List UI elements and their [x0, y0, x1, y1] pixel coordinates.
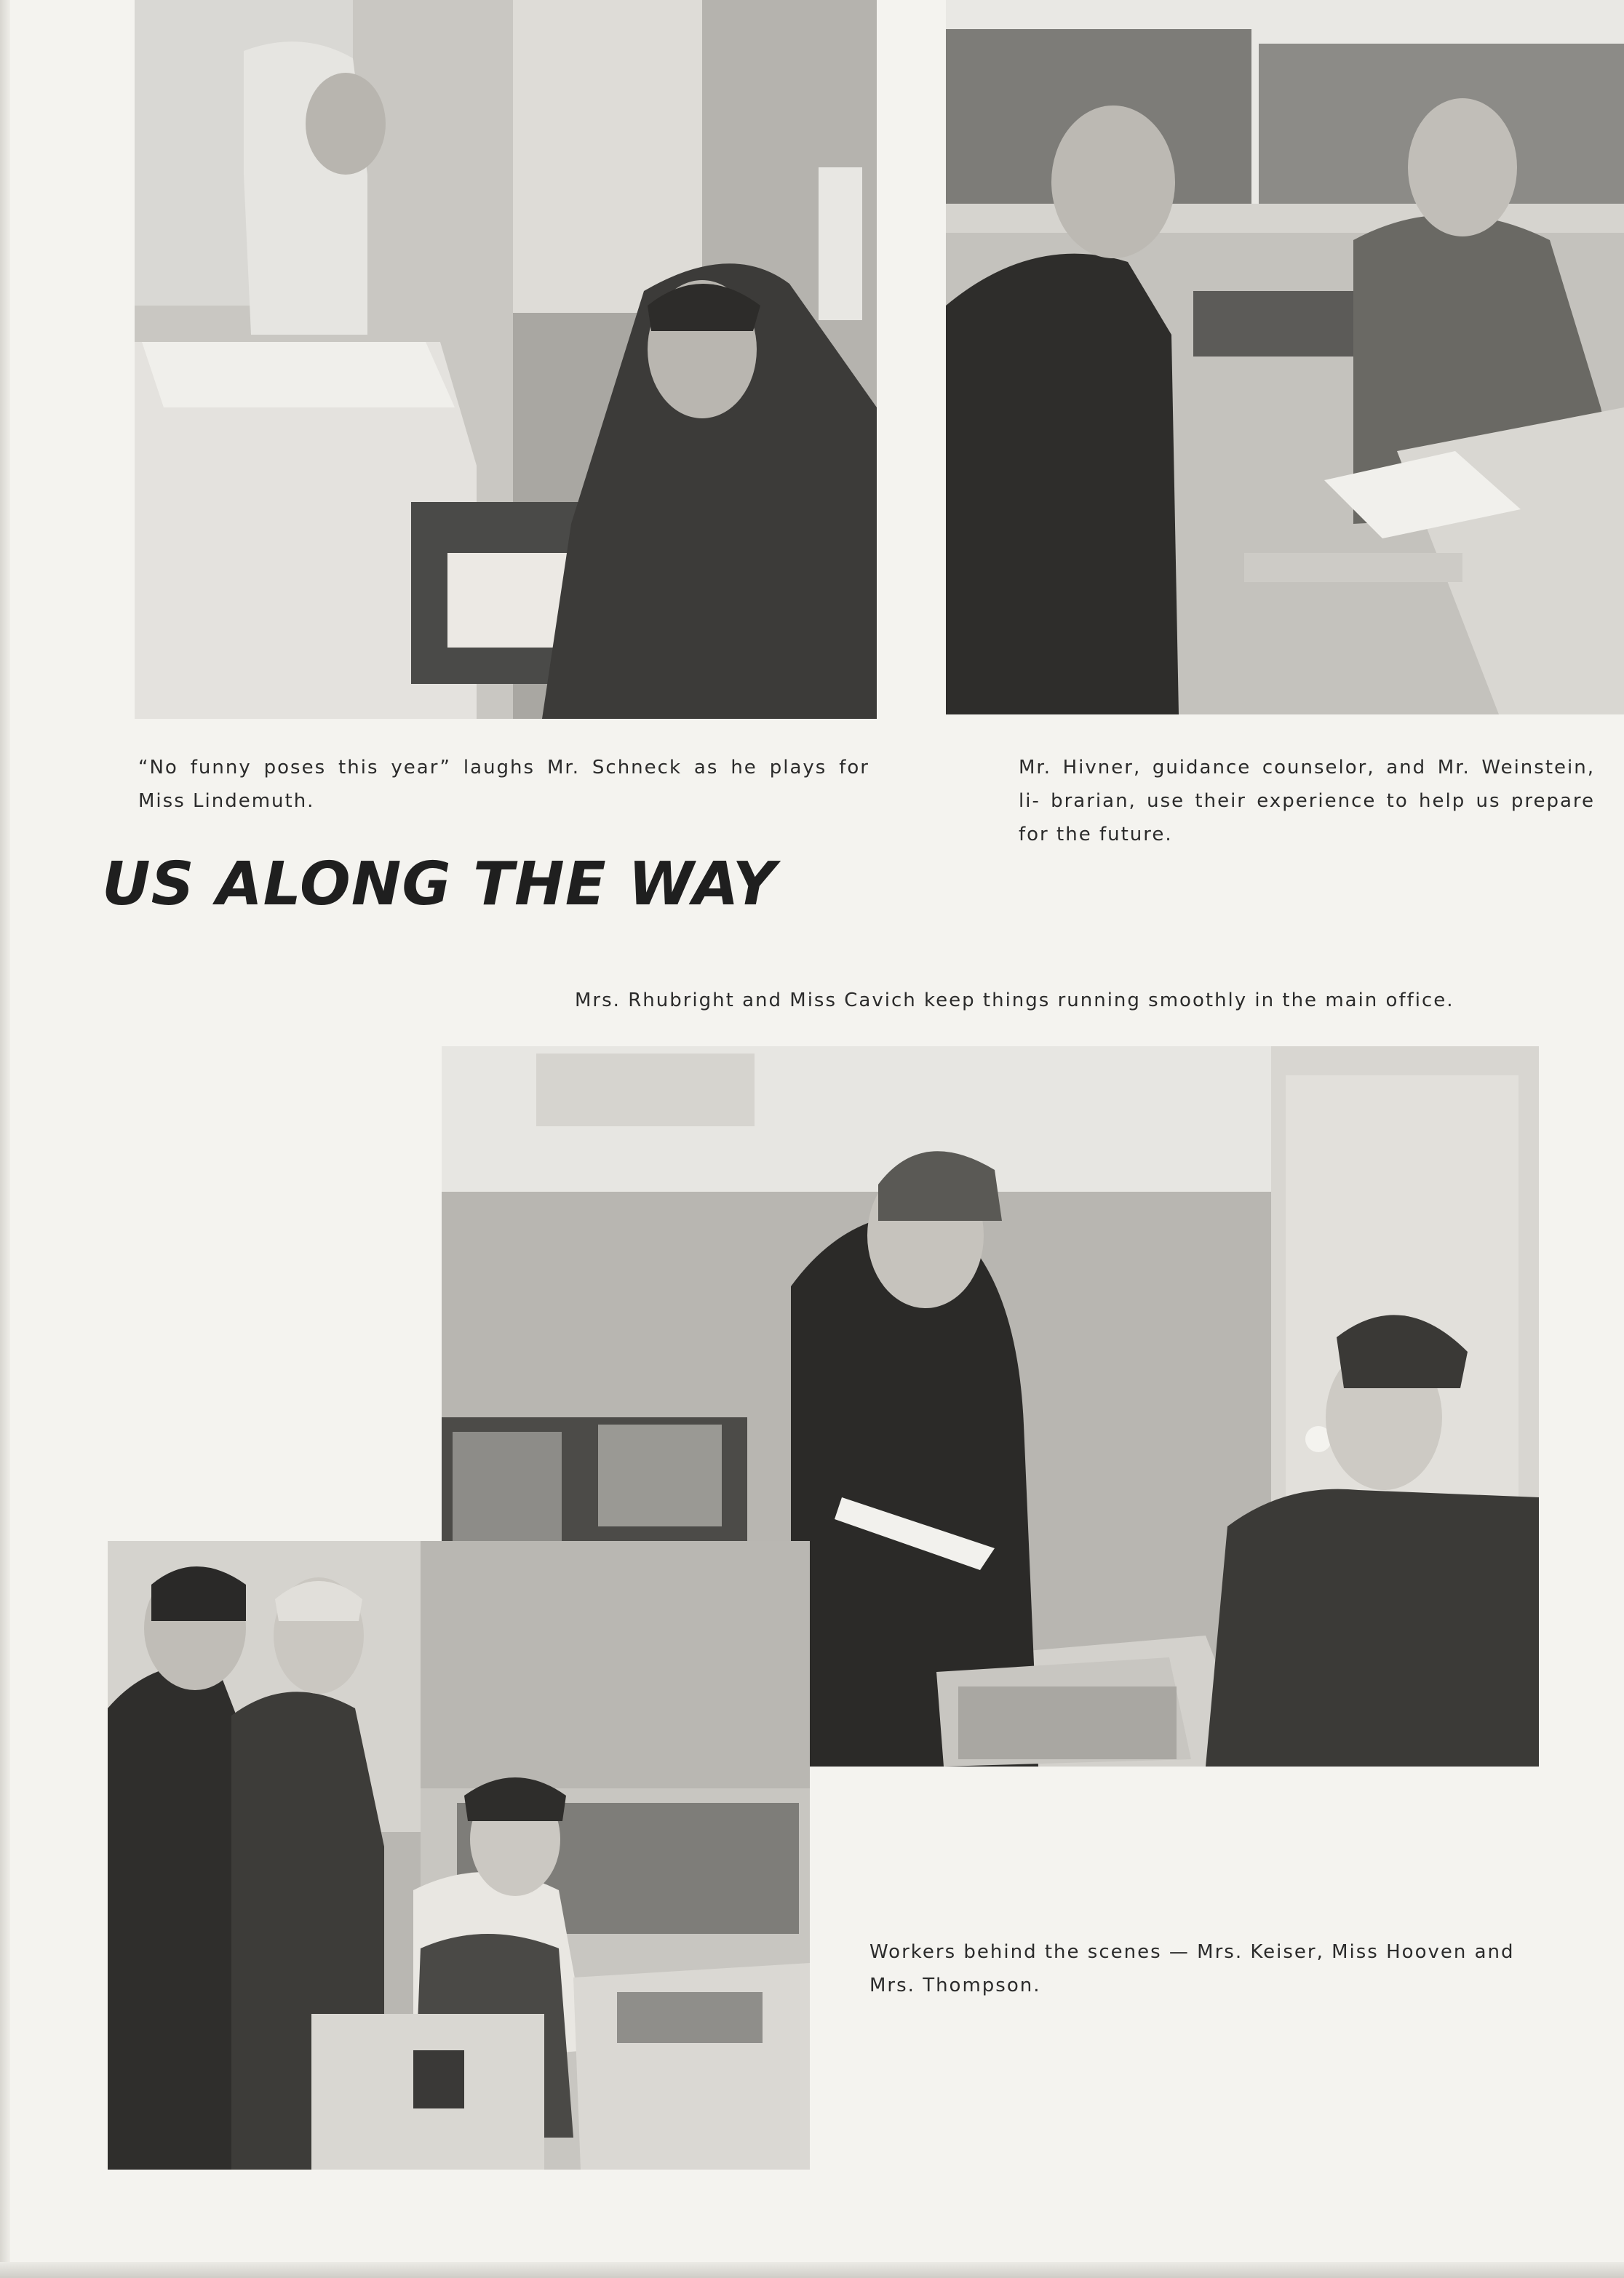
office-caption: Mrs. Rhubright and Miss Cavich keep things running smoothly in the main office. — [575, 989, 1454, 1011]
workers-photo — [108, 1541, 810, 2170]
page-bottom-edge — [0, 2262, 1624, 2278]
guidance-photo — [946, 0, 1624, 714]
piano-photo — [135, 0, 877, 719]
workers-caption: Workers behind the scenes — Mrs. Keiser, Miss Hooven and Mrs. Thompson. — [869, 1941, 1515, 1996]
page-headline: US ALONG THE WAY — [102, 850, 777, 919]
page-binding-edge — [0, 0, 10, 2278]
guidance-caption: Mr. Hivner, guidance counselor, and Mr. Weinstein, li- brarian, use their experience to help us prepare for the future. — [1019, 757, 1595, 845]
piano-caption: “No funny poses this year” laughs Mr. Schneck as he plays for Miss Lindemuth. — [138, 757, 869, 812]
